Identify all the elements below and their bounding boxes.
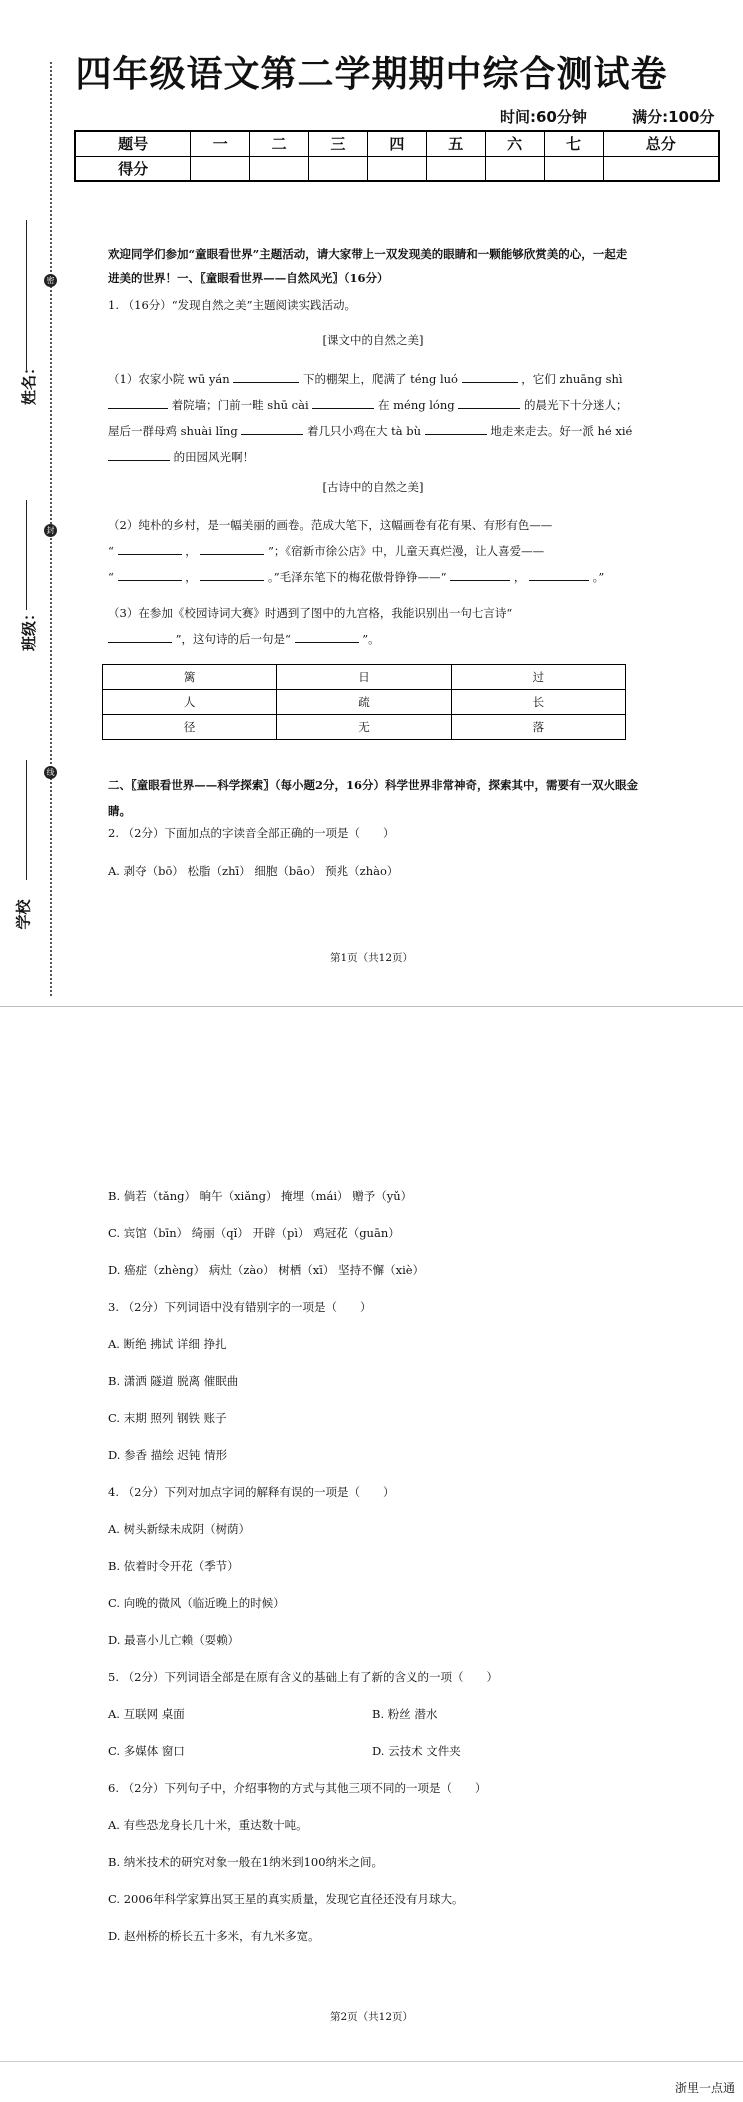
full-score: 满分:100分 [632,108,715,126]
section-2-heading: 二、〖童眼看世界——科学探索〗（每小题2分，16分）科学世界非常神奇，探索其中，需要有一双火眼金睛。 [108,778,638,818]
question-4-option-c: C. 向晚的微风（临近晚上的时候） [108,1596,285,1610]
exam-title: 四年级语文第二学期期中综合测试卷 [75,54,668,95]
question-3-option-b: B. 潇洒 隧道 脱离 催眠曲 [108,1374,239,1388]
question-5-option-d: D. 云技术 文件夹 [372,1744,461,1758]
question-1-part-1 [108,366,638,470]
answer-blank[interactable] [108,448,170,461]
seal-mark-xian: 线 [44,766,57,779]
class-label: 班级： [20,605,39,652]
watermark-text: 浙里一点通 [674,2081,735,2095]
answer-blank[interactable] [108,630,172,643]
question-1: 1. （16分）“发现自然之美”主题阅读实践活动。 [108,298,357,312]
question-3-option-c: C. 末期 照列 钢铁 账子 [108,1411,227,1425]
answer-blank[interactable] [108,396,168,409]
answer-blank[interactable] [450,568,510,581]
subsection-poem-nature: [古诗中的自然之美] [322,480,424,494]
question-5: 5. （2分）下列词语全部是在原有含义的基础上有了新的含义的一项（ ） [108,1670,498,1684]
page-divider [0,2061,743,2062]
score-header-cell: 题号 [75,131,191,156]
q1p2-text: “ [108,544,114,558]
seal-mark-feng: 封 [44,524,57,537]
q1p1-text: 在 méng lóng [377,398,455,412]
score-cell[interactable] [544,156,603,181]
q1p2-text: ， [513,570,526,584]
q1p2-text: ， [185,544,197,558]
question-3-option-a: A. 断绝 拂试 详细 挣扎 [108,1337,227,1351]
poem-grid-cell: 无 [277,715,451,740]
q1p3-text: ”，这句诗的后一句是“ [175,632,291,646]
score-header-cell: 五 [426,131,485,156]
answer-blank[interactable] [529,568,589,581]
question-5-option-b: B. 粉丝 潜水 [372,1707,438,1721]
poem-grid-cell: 日 [277,665,451,690]
score-cell[interactable] [250,156,309,181]
score-cell[interactable] [426,156,485,181]
question-3-option-d: D. 参香 描绘 迟钝 情形 [108,1448,228,1462]
exam-page-2 [0,1006,743,2102]
q1p1-text: 着几只小鸡在大 tà bù [307,424,422,438]
name-write-line [26,220,27,370]
poem-grid-row [103,690,626,715]
score-cell[interactable] [309,156,368,181]
score-row-label: 得分 [75,156,191,181]
question-4-option-d: D. 最喜小儿亡赖（耍赖） [108,1633,240,1647]
q1p2-text: “ [108,570,114,584]
page-1-footer: 第1页（共12页） [329,952,414,964]
q1p2-text: 。”毛泽东笔下的梅花傲骨铮铮——“ [268,570,447,584]
answer-blank[interactable] [425,422,487,435]
question-1-part-2 [108,512,638,590]
question-6-option-b: B. 纳米技术的研究对象一般在1纳米到100纳米之间。 [108,1855,384,1869]
q1p3-text: （3）在参加《校园诗词大赛》时遇到了图中的九宫格，我能识别出一句七言诗“ [108,606,513,620]
question-2-option-c: C. 宾馆（bīn） 绮丽（qǐ） 开辟（pì） 鸡冠花（guān） [108,1226,400,1240]
poem-grid-row [103,715,626,740]
poem-grid-cell: 篱 [103,665,277,690]
answer-blank[interactable] [312,396,374,409]
q1p1-text: （1）农家小院 wū yán [108,372,230,386]
score-table [74,130,720,182]
poem-grid-cell: 落 [451,715,625,740]
class-write-line [26,500,27,610]
score-header-cell: 总分 [603,131,719,156]
score-cell[interactable] [485,156,544,181]
q1p1-text: 着院墙；门前一畦 shū cài [171,398,309,412]
poem-grid-cell: 长 [451,690,625,715]
poem-grid-row [103,665,626,690]
answer-blank[interactable] [458,396,520,409]
question-4-option-a: A. 树头新绿未成阴（树荫） [108,1522,251,1536]
question-3: 3. （2分）下列词语中没有错别字的一项是（ ） [108,1300,372,1314]
answer-blank[interactable] [118,568,182,581]
score-header-cell: 一 [191,131,250,156]
question-1-part-3 [108,600,638,652]
score-header-cell: 七 [544,131,603,156]
poem-grid-cell: 人 [103,690,277,715]
q1p1-text: 地走来走去。好一派 hé xié [490,424,633,438]
question-4: 4. （2分）下列对加点字词的解释有误的一项是（ ） [108,1485,395,1499]
school-write-line [26,760,27,880]
poem-grid [102,664,626,740]
question-5-option-c: C. 多媒体 窗口 [108,1744,185,1758]
time-limit: 时间:60分钟 [500,108,587,126]
score-header-cell: 三 [309,131,368,156]
score-header-cell: 六 [485,131,544,156]
name-label: 姓名： [20,359,39,406]
page-2-footer: 第2页（共12页） [329,2011,414,2023]
question-4-option-b: B. 依着时令开花（季节） [108,1559,239,1573]
score-table-header-row [75,131,719,156]
poem-grid-cell: 过 [451,665,625,690]
answer-blank[interactable] [200,568,264,581]
exam-page-1 [0,0,743,1006]
question-6-option-d: D. 赵州桥的桥长五十多米，有九米多宽。 [108,1929,320,1943]
subsection-text-nature: [课文中的自然之美] [322,333,424,347]
q1p2-text: ”；《宿新市徐公店》中，儿童天真烂漫，让人喜爱—— [268,544,545,558]
question-6-option-c: C. 2006年科学家算出冥王星的真实质量，发现它直径还没有月球大。 [108,1892,464,1906]
time-and-score [500,106,714,127]
q1p1-text: 的晨光下十分迷人；屋后一群母鸡 shuài lǐng [108,398,628,438]
score-table-score-row [75,156,719,181]
q1p1-text: 的田园风光啊！ [173,450,255,464]
score-cell[interactable] [368,156,427,181]
score-cell[interactable] [191,156,250,181]
intro-paragraph: 欢迎同学们参加“童眼看世界”主题活动，请大家带上一双发现美的眼睛和一颗能够欣赏美的心，一起走进美的世界！一、〖童眼看世界——自然风光〗（16分） [108,247,628,285]
answer-blank[interactable] [241,422,303,435]
answer-blank[interactable] [118,542,182,555]
q1p1-text: 下的棚架上，爬满了 téng luó [302,372,458,386]
question-2-option-b: B. 倘若（tǎng） 晌午（xiǎng） 掩埋（mái） 赠予（yǔ） [108,1189,413,1203]
answer-blank[interactable] [462,370,518,383]
poem-grid-cell: 径 [103,715,277,740]
score-header-cell: 四 [368,131,427,156]
q1p2-text: 。” [592,570,605,584]
q1p2-text: ， [185,570,197,584]
answer-blank[interactable] [233,370,299,383]
poem-grid-cell: 疏 [277,690,451,715]
answer-blank[interactable] [200,542,264,555]
q1p1-text: ，它们 zhuāng shì [521,372,623,386]
question-5-option-a: A. 互联网 桌面 [108,1707,185,1721]
q1p3-text: ”。 [362,632,380,646]
question-6: 6. （2分）下列句子中，介绍事物的方式与其他三项不同的一项是（ ） [108,1781,487,1795]
school-label: 学校 [14,899,33,930]
question-6-option-a: A. 有些恐龙身长几十米，重达数十吨。 [108,1818,308,1832]
question-2-option-d: D. 癌症（zhèng） 病灶（zào） 树栖（xī） 坚持不懈（xiè） [108,1263,425,1277]
score-cell[interactable] [603,156,719,181]
question-2-option-a: A. 剥夺（bō） 松脂（zhī） 细胞（bāo） 预兆（zhào） [108,864,399,878]
q1p2-text: （2）纯朴的乡村，是一幅美丽的画卷。范成大笔下，这幅画卷有花有果、有形有色—— [108,518,553,532]
seal-mark-mi: 密 [44,274,57,287]
answer-blank[interactable] [295,630,359,643]
question-2: 2. （2分）下面加点的字读音全部正确的一项是（ ） [108,826,395,840]
score-header-cell: 二 [250,131,309,156]
